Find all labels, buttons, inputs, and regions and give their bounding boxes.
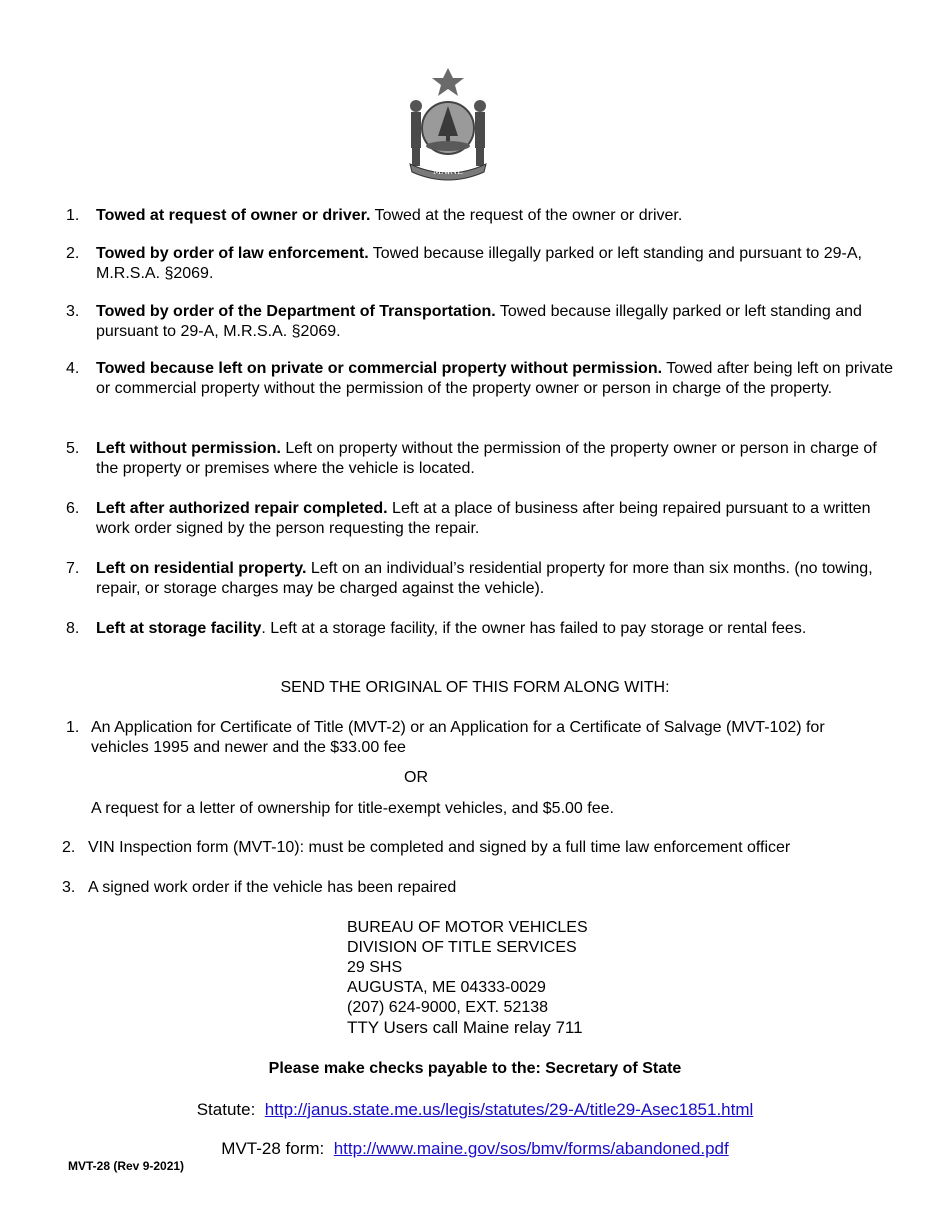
list-item: 3. Towed by order of the Department of Transportation. Towed because illegally parked or left standing and pursuant to 29-A, M.R.S.A. §2069. [66, 303, 862, 340]
mailing-address: BUREAU OF MOTOR VEHICLES DIVISION OF TITLE SERVICES 29 SHS AUGUSTA, ME 04333-0029 (207) 624-9000, EXT. 52138 TTY Users call Maine relay 711 [347, 919, 588, 1037]
list-item: 1. Towed at request of owner or driver. Towed at the request of the owner or driver. [66, 207, 683, 224]
reason-title: Left after authorized repair completed. [96, 500, 388, 517]
statute-line: Statute: http://janus.state.me.us/legis/statutes/29-A/title29-Asec1851.html [196, 1100, 754, 1119]
reason-title: Left at storage facility [96, 620, 262, 637]
list-item: 5. Left without permission. Left on property without the permission of the property owner or person in charge of the property or premises where the vehicle is located. [66, 440, 877, 477]
reason-title: Towed because left on private or commercial property without permission. [96, 360, 663, 377]
list-item: 2. VIN Inspection form (MVT-10): must be completed and signed by a full time law enforcement officer [62, 839, 791, 856]
form-link[interactable]: http://www.maine.gov/sos/bmv/forms/abandoned.pdf [333, 1139, 729, 1158]
seal-banner-text: MAINE [433, 167, 463, 176]
reason-title: Left without permission. [96, 440, 281, 457]
list-item: 6. Left after authorized repair completed. Left at a place of business after being repaired pursuant to a written work order signed by the person requesting the repair. [66, 500, 871, 537]
alternative-request: A request for a letter of ownership for title-exempt vehicles, and $5.00 fee. [91, 800, 614, 817]
reason-title: Towed by order of law enforcement. [96, 245, 369, 262]
reason-title: Towed by order of the Department of Transportation. [96, 303, 496, 320]
send-heading: SEND THE ORIGINAL OF THIS FORM ALONG WITH: [280, 679, 670, 696]
statute-link[interactable]: http://janus.state.me.us/legis/statutes/29-A/title29-Asec1851.html [264, 1100, 754, 1119]
maine-state-seal [400, 66, 496, 182]
list-item: 7. Left on residential property. Left on an individual’s residential property for more than six months. (no towing, repair, or storage charges may be charged against the vehicle). [66, 560, 873, 597]
reason-title: Towed at request of owner or driver. [96, 207, 371, 224]
list-item: 4. Towed because left on private or commercial property without permission. Towed after being left on private or commercial property without the permission of the property owner or person in charge of the property. [66, 360, 894, 397]
or-separator: OR [404, 769, 428, 786]
checks-payable-note: Please make checks payable to the: Secretary of State [268, 1060, 682, 1077]
list-item: 3. A signed work order if the vehicle has been repaired [62, 879, 457, 896]
form-line: MVT-28 form: http://www.maine.gov/sos/bmv/forms/abandoned.pdf [221, 1139, 729, 1158]
reason-title: Left on residential property. [96, 560, 307, 577]
list-item: 1. An Application for Certificate of Title (MVT-2) or an Application for a Certificate of Salvage (MVT-102) for vehicles 1995 and newer and the $33.00 fee [66, 719, 825, 756]
list-item: 2. Towed by order of law enforcement. Towed because illegally parked or left standing and pursuant to 29-A, M.R.S.A. §2069. [66, 245, 862, 282]
form-revision: MVT-28 (Rev 9-2021) [68, 1159, 185, 1173]
list-item: 8. Left at storage facility. Left at a storage facility, if the owner has failed to pay storage or rental fees. [66, 620, 807, 637]
